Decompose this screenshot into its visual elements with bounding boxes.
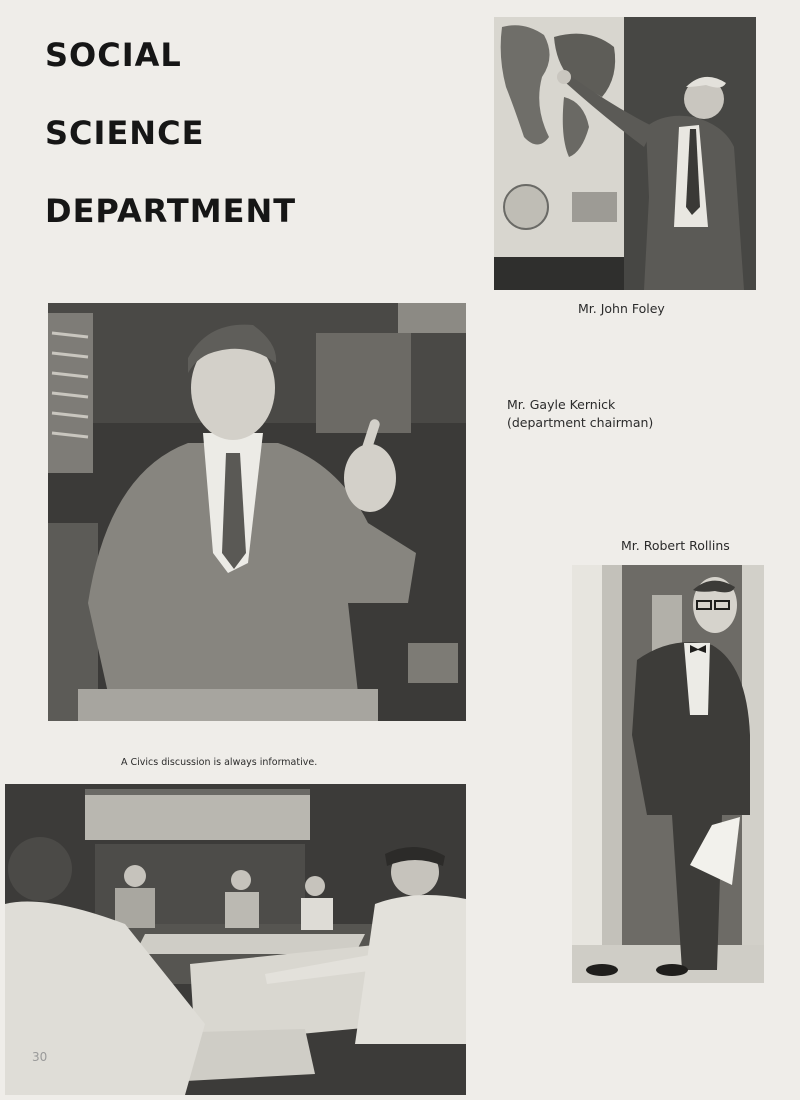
rollins-photo [572,565,764,983]
civics-caption: A Civics discussion is always informative. [121,757,318,768]
kernick-photo [48,303,466,721]
page-title-line-2: SCIENCE [45,114,205,152]
foley-caption: Mr. John Foley [578,301,665,316]
page-title-line-3: DEPARTMENT [45,192,297,230]
foley-photo [494,17,756,290]
kernick-name: Mr. Gayle Kernick [507,397,616,412]
page-title-line-1: SOCIAL [45,36,182,74]
rollins-caption: Mr. Robert Rollins [621,538,730,553]
kernick-role: (department chairman) [507,415,654,430]
page-number: 30 [32,1050,48,1064]
kernick-caption [507,396,653,432]
civics-photo [5,784,466,1095]
